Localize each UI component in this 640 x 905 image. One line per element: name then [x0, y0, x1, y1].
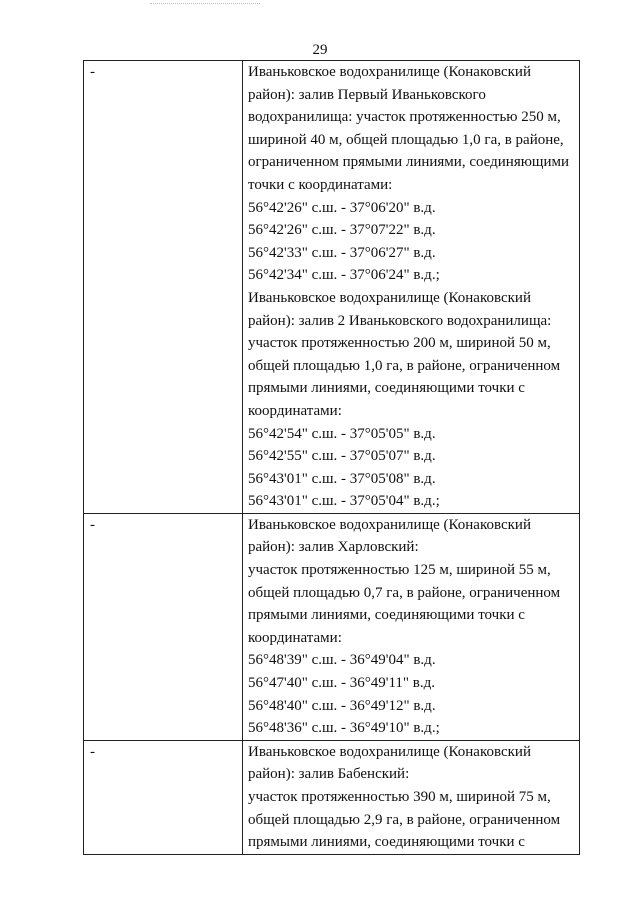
description-line: участок протяженностью 390 м, шириной 75 м,: [248, 789, 551, 805]
row-description-cell: [243, 513, 580, 740]
description-line: шириной 40 м, общей площадью 1,0 га, в районе,: [248, 131, 564, 148]
description-line: 56°43'01" с.ш. - 37°05'08" в.д.: [248, 470, 436, 487]
description-line: район): залив Первый Иваньковского: [248, 86, 486, 103]
description-line: 56°42'54" с.ш. - 37°05'05" в.д.: [248, 425, 436, 442]
description-line: прямыми линиями, соединяющими точки с: [248, 834, 525, 851]
row-marker-cell: [84, 740, 243, 854]
description-line: 56°43'01" с.ш. - 37°05'04" в.д.;: [248, 493, 440, 510]
description-line: Иваньковское водохранилище (Конаковский: [248, 289, 531, 306]
description-line: 56°47'40" с.ш. - 36°49'11" в.д.: [248, 675, 436, 692]
description-line: 56°48'36" с.ш. - 36°49'10" в.д.;: [248, 720, 440, 737]
description-line: район): залив 2 Иваньковского водохранилища:: [248, 312, 552, 329]
coordinates-table: [83, 60, 580, 855]
description-line: общей площадью 2,9 га, в районе, ограниченном: [248, 811, 561, 828]
table-row: [84, 740, 580, 854]
description-line: район): залив Харловский:: [248, 539, 419, 556]
table-row: [84, 513, 580, 740]
description-line: 56°42'34" с.ш. - 37°06'24" в.д.;: [248, 267, 440, 284]
row-dash-marker: -: [90, 516, 95, 533]
row-description-cell: [243, 740, 580, 854]
description-line: общей площадью 1,0 га, в районе, ограниченном: [248, 357, 561, 374]
description-line: Иваньковское водохранилище (Конаковский: [248, 516, 531, 533]
description-line: Иваньковское водохранилище (Конаковский: [248, 743, 531, 760]
description-line: 56°48'40" с.ш. - 36°49'12" в.д.: [248, 697, 436, 714]
table-row: [84, 61, 580, 514]
page-number: 29: [312, 42, 328, 58]
description-line: 56°48'39" с.ш. - 36°49'04" в.д.: [248, 652, 436, 669]
description-line: общей площадью 0,7 га, в районе, ограниченном: [248, 584, 561, 601]
description-line: координатами:: [248, 629, 342, 646]
description-line: 56°42'26" с.ш. - 37°07'22" в.д.: [248, 222, 436, 239]
description-line: 56°42'26" с.ш. - 37°06'20" в.д.: [248, 199, 436, 216]
description-line: водохранилища: участок протяженностью 250 м,: [248, 109, 561, 126]
description-line: Иваньковское водохранилище (Конаковский: [248, 64, 531, 80]
description-line: район): залив Бабенский:: [248, 766, 410, 783]
top-dotted-rule: [150, 3, 260, 4]
description-line: ограниченном прямыми линиями, соединяющими: [248, 154, 570, 171]
row-dash-marker: -: [90, 743, 95, 760]
description-line: 56°42'55" с.ш. - 37°05'07" в.д.: [248, 448, 436, 465]
description-line: точки с координатами:: [248, 176, 393, 193]
row-dash-marker: -: [90, 64, 95, 80]
description-line: участок протяженностью 125 м, шириной 55 м,: [248, 562, 551, 579]
description-line: координатами:: [248, 402, 342, 419]
description-line: участок протяженностью 200 м, шириной 50 м,: [248, 335, 551, 352]
description-line: 56°42'33" с.ш. - 37°06'27" в.д.: [248, 244, 436, 261]
description-line: прямыми линиями, соединяющими точки с: [248, 607, 525, 624]
table-body: [84, 61, 580, 855]
description-line: прямыми линиями, соединяющими точки с: [248, 380, 525, 397]
row-marker-cell: [84, 61, 243, 514]
row-description-cell: [243, 61, 580, 514]
row-marker-cell: [84, 513, 243, 740]
